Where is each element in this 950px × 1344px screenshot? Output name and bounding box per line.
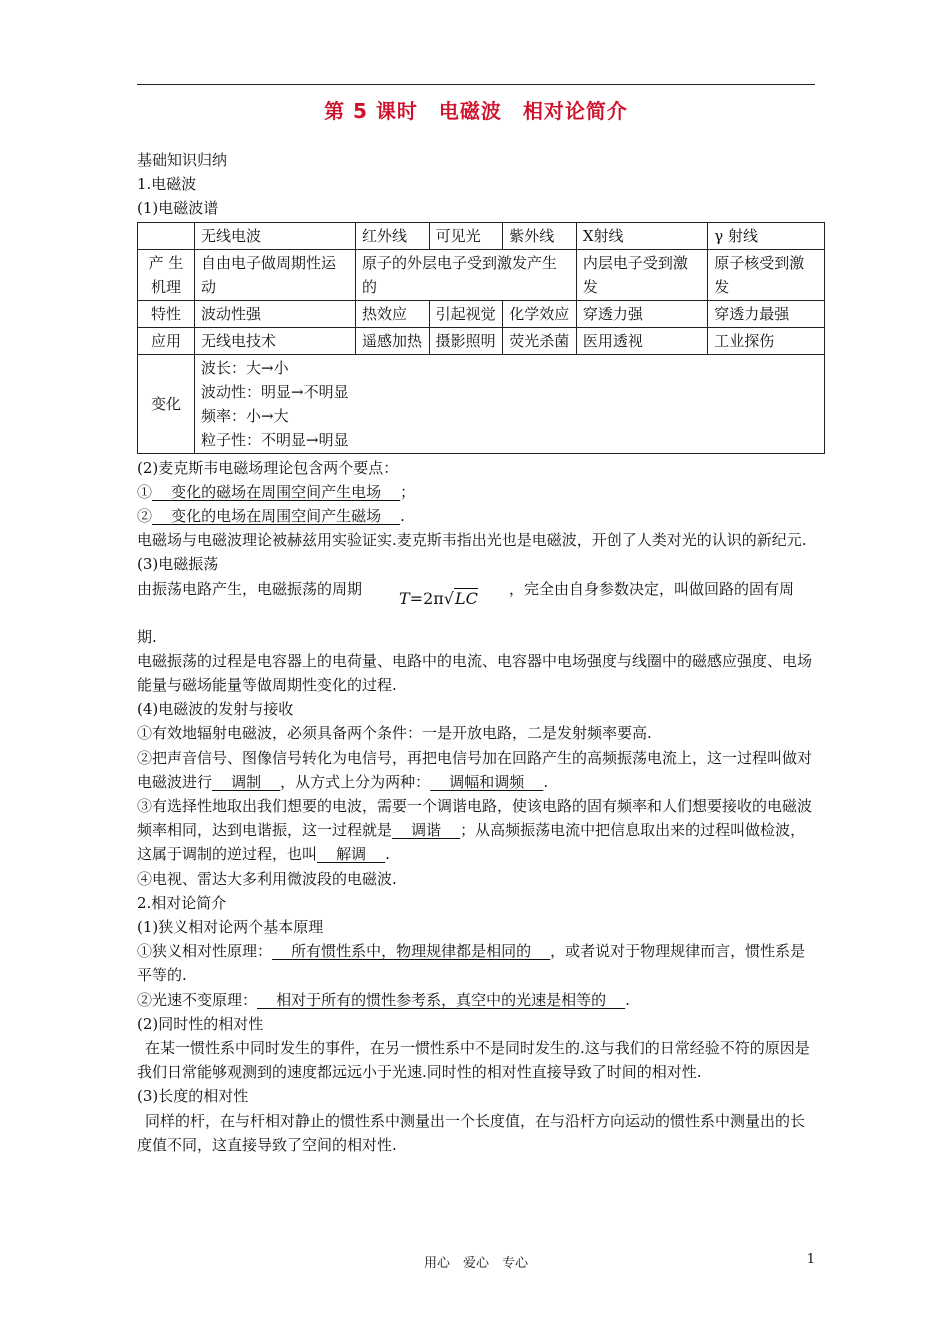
table-cell: 热效应 [355, 300, 429, 327]
oscillation-period-line [137, 577, 815, 625]
paragraph-length: 同样的杆，在与杆相对静止的惯性系中测量出一个长度值，在与沿杆方向运动的惯性系中测量出的长度值不同，这直接导致了空间的相对性. [137, 1111, 806, 1154]
table-cell: 荧光杀菌 [503, 327, 577, 354]
period-formula [399, 587, 478, 611]
change-line: 波长：大→小 [201, 358, 289, 377]
table-cell [138, 222, 195, 249]
table-row [138, 222, 825, 249]
heading-maxwell: (2)麦克斯韦电磁场理论包含两个要点： [137, 458, 399, 477]
punctuation: . [625, 990, 630, 1009]
answer-blank: 调幅和调频 [430, 772, 544, 791]
emission-point-1: ①有效地辐射电磁波，必须具备两个条件：一是开放电路，二是发射频率要高. [137, 724, 652, 743]
table-cell: 内层电子受到激发 [576, 249, 707, 300]
spectrum-table [137, 222, 825, 454]
heading-simultaneity: (2)同时性的相对性 [137, 1014, 264, 1033]
header-rule [137, 84, 815, 85]
heading-relativity: 2.相对论简介 [137, 893, 227, 912]
oscillation-tail: 期. [137, 627, 157, 646]
formula-symbol: T [399, 588, 410, 608]
answer-blank: 解调 [317, 845, 386, 864]
text-run: ，或者说对于物理规律而言，惯性系是平等的. [137, 942, 806, 985]
table-header-cell: 紫外线 [503, 222, 577, 249]
maxwell-point-2 [137, 504, 815, 528]
list-marker: ② [137, 507, 153, 526]
table-header-cell: 可见光 [429, 222, 503, 249]
table-cell: 原子核受到激发 [708, 249, 825, 300]
answer-blank: 调制 [212, 772, 281, 791]
section-header: 基础知识归纳 [137, 151, 228, 169]
table-cell: 穿透力强 [576, 300, 707, 327]
answer-blank: 变化的磁场在周围空间产生电场 [152, 482, 401, 501]
heading-emission: (4)电磁波的发射与接收 [137, 700, 294, 719]
heading-em-waves: 1.电磁波 [137, 175, 197, 194]
row-label: 变化 [138, 354, 195, 453]
table-cell [195, 354, 825, 453]
table-header-cell: 无线电波 [195, 222, 356, 249]
table-cell: 医用透视 [576, 327, 707, 354]
heading-principles: (1)狭义相对论两个基本原理 [137, 918, 324, 937]
table-cell: 无线电技术 [195, 327, 356, 354]
punctuation: . [543, 772, 549, 791]
row-label: 应用 [138, 327, 195, 354]
text-run: ，从方式上分为两种： [280, 772, 431, 791]
page-title: 第 5 课时 电磁波 相对论简介 [324, 99, 628, 123]
heading-length: (3)长度的相对性 [137, 1087, 249, 1106]
footer-text: 用心 爱心 专心 [423, 1256, 528, 1271]
emission-point-3 [137, 794, 815, 867]
row-label: 产 生 机理 [138, 249, 195, 300]
table-header-cell: γ 射线 [708, 222, 825, 249]
table-cell: 引起视觉 [429, 300, 503, 327]
heading-oscillation: (3)电磁振荡 [137, 555, 219, 574]
punctuation: . [400, 507, 405, 526]
maxwell-point-1 [137, 480, 815, 504]
table-cell: 波动性强 [195, 300, 356, 327]
sqrt-icon: √ [443, 588, 454, 608]
paragraph-oscillation-process: 电磁振荡的过程是电容器上的电荷量、电路中的电流、电容器中电场强度与线圈中的磁感应强度、电场能量与磁场能量等做周期性变化的过程. [137, 651, 813, 695]
emission-point-4: ④电视、雷达大多利用微波段的电磁波. [137, 869, 397, 888]
table-row [138, 249, 825, 300]
principle-2 [137, 988, 815, 1012]
table-row [138, 327, 825, 354]
page-footer [137, 1252, 815, 1271]
table-cell: 穿透力最强 [708, 300, 825, 327]
table-cell: 自由电子做周期性运动 [195, 249, 356, 300]
table-cell: 工业探伤 [708, 327, 825, 354]
change-line: 粒子性：不明显→明显 [201, 430, 349, 449]
list-marker: ① [137, 482, 153, 501]
text-run: ②把声音信号、图像信号转化为电信号，再把电信号加在回路产生的高频振荡电流上，这一过程叫做对电磁波进行 [137, 748, 813, 791]
punctuation: . [385, 845, 390, 864]
change-line: 波动性：明显→不明显 [201, 382, 349, 401]
emission-point-2 [137, 746, 815, 794]
change-line: 频率：小→大 [201, 406, 289, 425]
oscillation-text: 由振荡电路产生，电磁振荡的周期 [137, 579, 363, 598]
text-run: ；从高频振荡电流中把信息取出来的过程叫做检波，这属于调制的逆过程，也叫 [137, 821, 806, 864]
paragraph-simultaneity: 在某一惯性系中同时发生的事件，在另一惯性系中不是同时发生的.这与我们的日常经验不符的原因是我们日常能够观测到的速度都远远小于光速.同时性的相对性直接导致了时间的相对性. [137, 1039, 810, 1082]
answer-blank: 相对于所有的惯性参考系，真空中的光速是相等的 [257, 990, 626, 1009]
answer-blank: 变化的电场在周围空间产生磁场 [152, 507, 401, 526]
formula-operator: =2π [409, 588, 444, 608]
table-cell: 化学效应 [503, 300, 577, 327]
table-row [138, 300, 825, 327]
text-run: ②光速不变原理： [137, 990, 258, 1009]
page-number: 1 [806, 1252, 815, 1267]
oscillation-text-after: ，完全由自身参数决定，叫做回路的固有周 [509, 579, 795, 598]
formula-radicand: LC [454, 588, 478, 608]
document-body [137, 148, 815, 1157]
table-cell: 遥感加热 [355, 327, 429, 354]
text-run: ①狭义相对性原理： [137, 942, 273, 961]
principle-1 [137, 939, 815, 987]
paragraph-hertz: 电磁场与电磁波理论被赫兹用实验证实.麦克斯韦指出光也是电磁波，开创了人类对光的认识的新纪元. [137, 531, 807, 550]
text-run: ③有选择性地取出我们想要的电波，需要一个调谐电路，使该电路的固有频率和人们想要接收的电磁波频率相同，达到电谐振，这一过程就是 [137, 797, 813, 840]
row-label: 特性 [138, 300, 195, 327]
answer-blank: 调谐 [392, 821, 461, 840]
heading-spectrum: (1)电磁波谱 [137, 199, 219, 218]
table-header-cell: 红外线 [355, 222, 429, 249]
table-header-cell: X射线 [576, 222, 707, 249]
answer-blank: 所有惯性系中，物理规律都是相同的 [272, 942, 551, 961]
table-cell: 摄影照明 [429, 327, 503, 354]
table-cell: 原子的外层电子受到激发产生的 [355, 249, 576, 300]
table-row [138, 354, 825, 453]
punctuation: ； [400, 482, 416, 501]
